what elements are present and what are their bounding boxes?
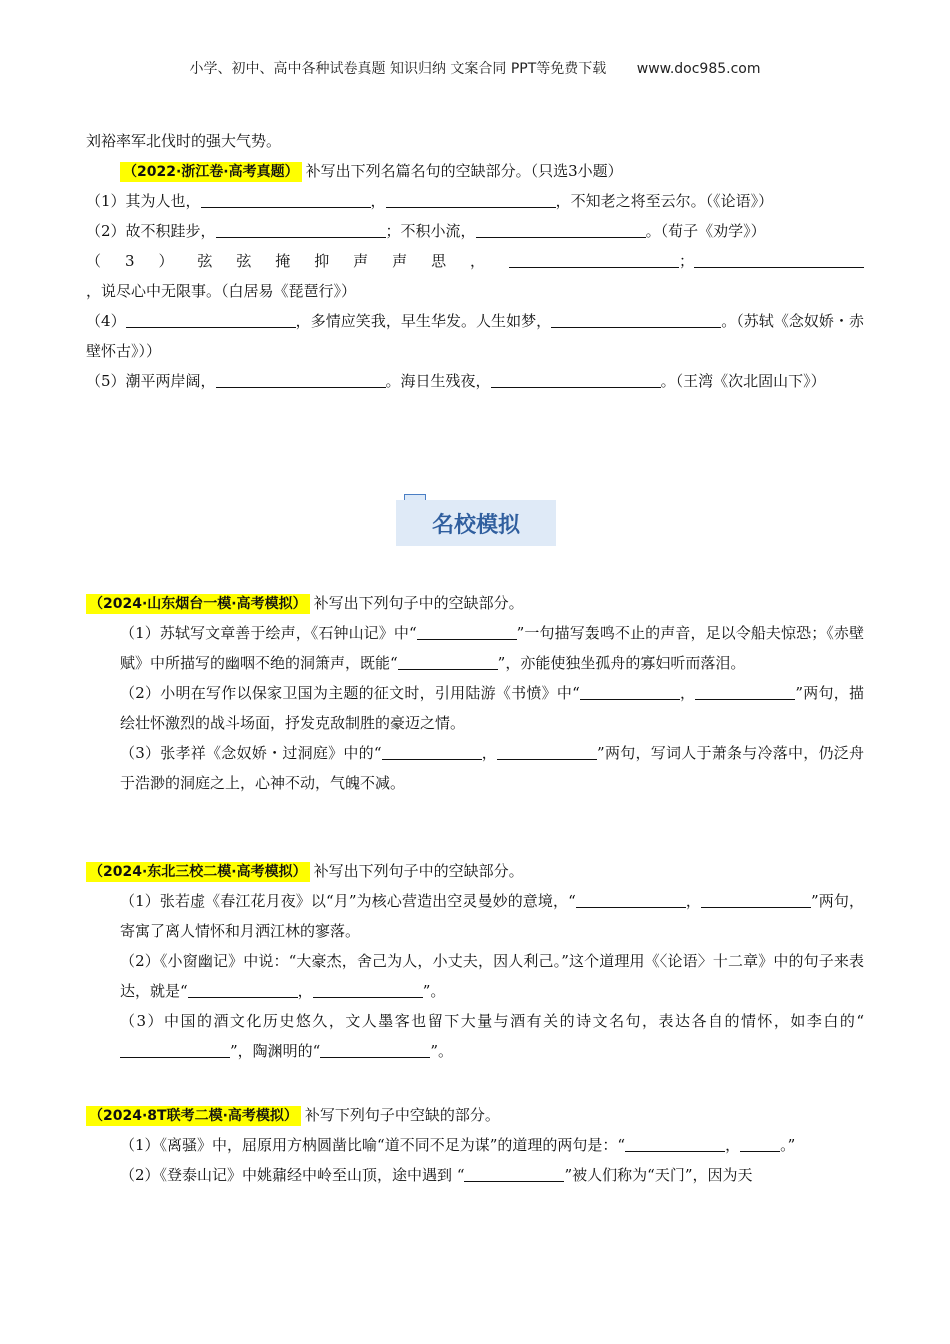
answer-blank[interactable] (120, 1041, 230, 1058)
page-header (0, 58, 950, 78)
text: （1）《离骚》中，屈原用方枘圆凿比喻“道不同不足为谋”的道理的两句是：“ (120, 1136, 626, 1154)
text: ”。 (422, 982, 446, 1000)
question-item (86, 946, 864, 1006)
question-prompt: 补写出下列句子中的空缺部分。 (313, 594, 524, 612)
answer-blank[interactable] (386, 191, 556, 208)
text: ， (685, 892, 701, 910)
question-header (86, 856, 864, 886)
question-item (120, 738, 864, 798)
question-prompt: 补写出下列名篇名句的空缺部分。（只选3小题） (305, 162, 623, 180)
answer-blank[interactable] (313, 981, 423, 998)
question-prompt: 补写下列句子中空缺的部分。 (304, 1106, 500, 1124)
text: ”两句，写词人于萧条与冷落中，仍泛舟于浩渺的洞庭之上，心神不动，气魄不减。 (120, 744, 864, 792)
answer-blank[interactable] (398, 653, 498, 670)
section-banner (396, 494, 556, 548)
text: ”，亦能使独坐孤舟的寡妇听而落泪。 (497, 654, 746, 672)
question-item (86, 886, 864, 946)
answer-blank[interactable] (491, 371, 661, 388)
answer-blank[interactable] (476, 221, 646, 238)
text: ， (725, 1136, 741, 1154)
text: 。（荀子《劝学》） (645, 222, 766, 240)
answer-blank[interactable] (464, 1165, 564, 1182)
text: （3）张孝祥《念奴娇・过洞庭》中的“ (120, 744, 382, 762)
question-item (120, 618, 864, 678)
answer-blank[interactable] (216, 371, 386, 388)
question-header (86, 588, 864, 618)
text: 。海日生残夜， (385, 372, 491, 390)
source-tag: （2024·山东烟台一模·高考模拟） (86, 594, 310, 614)
text: 。” (780, 1136, 796, 1154)
text: ，不知老之将至云尔。（《论语》） (555, 192, 774, 210)
source-tag: （2024·东北三校二模·高考模拟） (86, 862, 310, 882)
text: （3）中国的酒文化历史悠久，文人墨客也留下大量与酒有关的诗文名句，表达各自的情怀，如李白的“ (120, 1012, 864, 1030)
question-item (86, 186, 864, 216)
question-item (86, 1160, 864, 1190)
answer-blank[interactable] (740, 1135, 780, 1152)
text: （2）《登泰山记》中姚鼐经中岭至山顶，途中遇到 “ (120, 1166, 465, 1184)
text: （1）苏轼写文章善于绘声，《石钟山记》中“ (120, 624, 417, 642)
section-yantai (86, 588, 864, 798)
question-prompt: 补写出下列句子中的空缺部分。 (313, 862, 524, 880)
question-header (86, 1100, 864, 1130)
section-8t (86, 1100, 864, 1190)
answer-blank[interactable] (694, 251, 864, 268)
text: （3）弦弦掩抑声声思， (86, 252, 509, 270)
header-site[interactable]: www.doc985.com (636, 61, 761, 77)
text: ；不积小流， (385, 222, 476, 240)
answer-blank[interactable] (580, 683, 680, 700)
answer-blank[interactable] (417, 623, 517, 640)
banner-title: 名校模拟 (396, 500, 556, 546)
text: （4） (86, 312, 126, 330)
source-tag: （2022·浙江卷·高考真题） (120, 162, 302, 182)
answer-blank[interactable] (576, 891, 686, 908)
answer-blank[interactable] (126, 311, 296, 328)
text: 。（王湾《次北固山下》） (660, 372, 826, 390)
header-text: 小学、初中、高中各种试卷真题 知识归纳 文案合同 PPT等免费下载 (189, 61, 607, 77)
text: 。（苏轼《念奴娇・赤壁怀古》）） (86, 312, 864, 360)
text: ”，陶渊明的“ (230, 1042, 321, 1060)
source-tag: （2024·8T联考二模·高考模拟） (86, 1106, 301, 1126)
intro-line: 刘裕率军北伐时的强大气势。 (86, 132, 282, 150)
text: ”被人们称为“天门”，因为天 (564, 1166, 753, 1184)
answer-blank[interactable] (216, 221, 386, 238)
question-item (86, 216, 864, 246)
text: ”一句描写轰鸣不止的声音，足以令船夫惊恐；《赤壁赋》中所描写的幽咽不绝的洞箫声，既能“ (120, 624, 865, 672)
text: ， (297, 982, 313, 1000)
answer-blank[interactable] (551, 311, 721, 328)
text: ， (370, 192, 386, 210)
text: ， (679, 684, 696, 702)
answer-blank[interactable] (188, 981, 298, 998)
answer-blank[interactable] (201, 191, 371, 208)
answer-blank[interactable] (497, 743, 597, 760)
text: ”。 (430, 1042, 454, 1060)
text: （5）潮平两岸阔， (86, 372, 216, 390)
answer-blank[interactable] (382, 743, 482, 760)
question-item (120, 678, 864, 738)
answer-blank[interactable] (695, 683, 795, 700)
text: ，多情应笑我，早生华发。人生如梦， (295, 312, 552, 330)
text: （2）故不积跬步， (86, 222, 216, 240)
text: （1）张若虚《春江花月夜》以“月”为核心营造出空灵曼妙的意境，“ (120, 892, 576, 910)
answer-blank[interactable] (509, 251, 679, 268)
question-item (86, 1130, 864, 1160)
answer-blank[interactable] (625, 1135, 725, 1152)
text: （2）《小窗幽记》中说：“大豪杰，舍己为人，小丈夫，因人利己。”这个道理用《〈论语〉十二章》中的句子来表达，就是“ (120, 952, 864, 1000)
text: ”两句，描绘壮怀激烈的战斗场面，抒发克敌制胜的豪迈之情。 (120, 684, 864, 732)
text: ， (481, 744, 498, 762)
question-item (86, 246, 864, 306)
question-item (86, 1006, 864, 1066)
question-header (86, 156, 864, 186)
section-zhejiang (86, 126, 864, 396)
text: （1）其为人也， (86, 192, 201, 210)
text: （2）小明在写作以保家卫国为主题的征文时，引用陆游《书愤》中“ (120, 684, 580, 702)
text: ； (678, 252, 694, 270)
answer-blank[interactable] (701, 891, 811, 908)
section-dongbei (86, 856, 864, 1066)
question-item (86, 306, 864, 366)
question-item (86, 366, 864, 396)
answer-blank[interactable] (320, 1041, 430, 1058)
text: ，说尽心中无限事。（白居易《琵琶行》） (86, 282, 357, 300)
text: ”两句，寄寓了离人情怀和月洒江林的寥落。 (120, 892, 864, 940)
